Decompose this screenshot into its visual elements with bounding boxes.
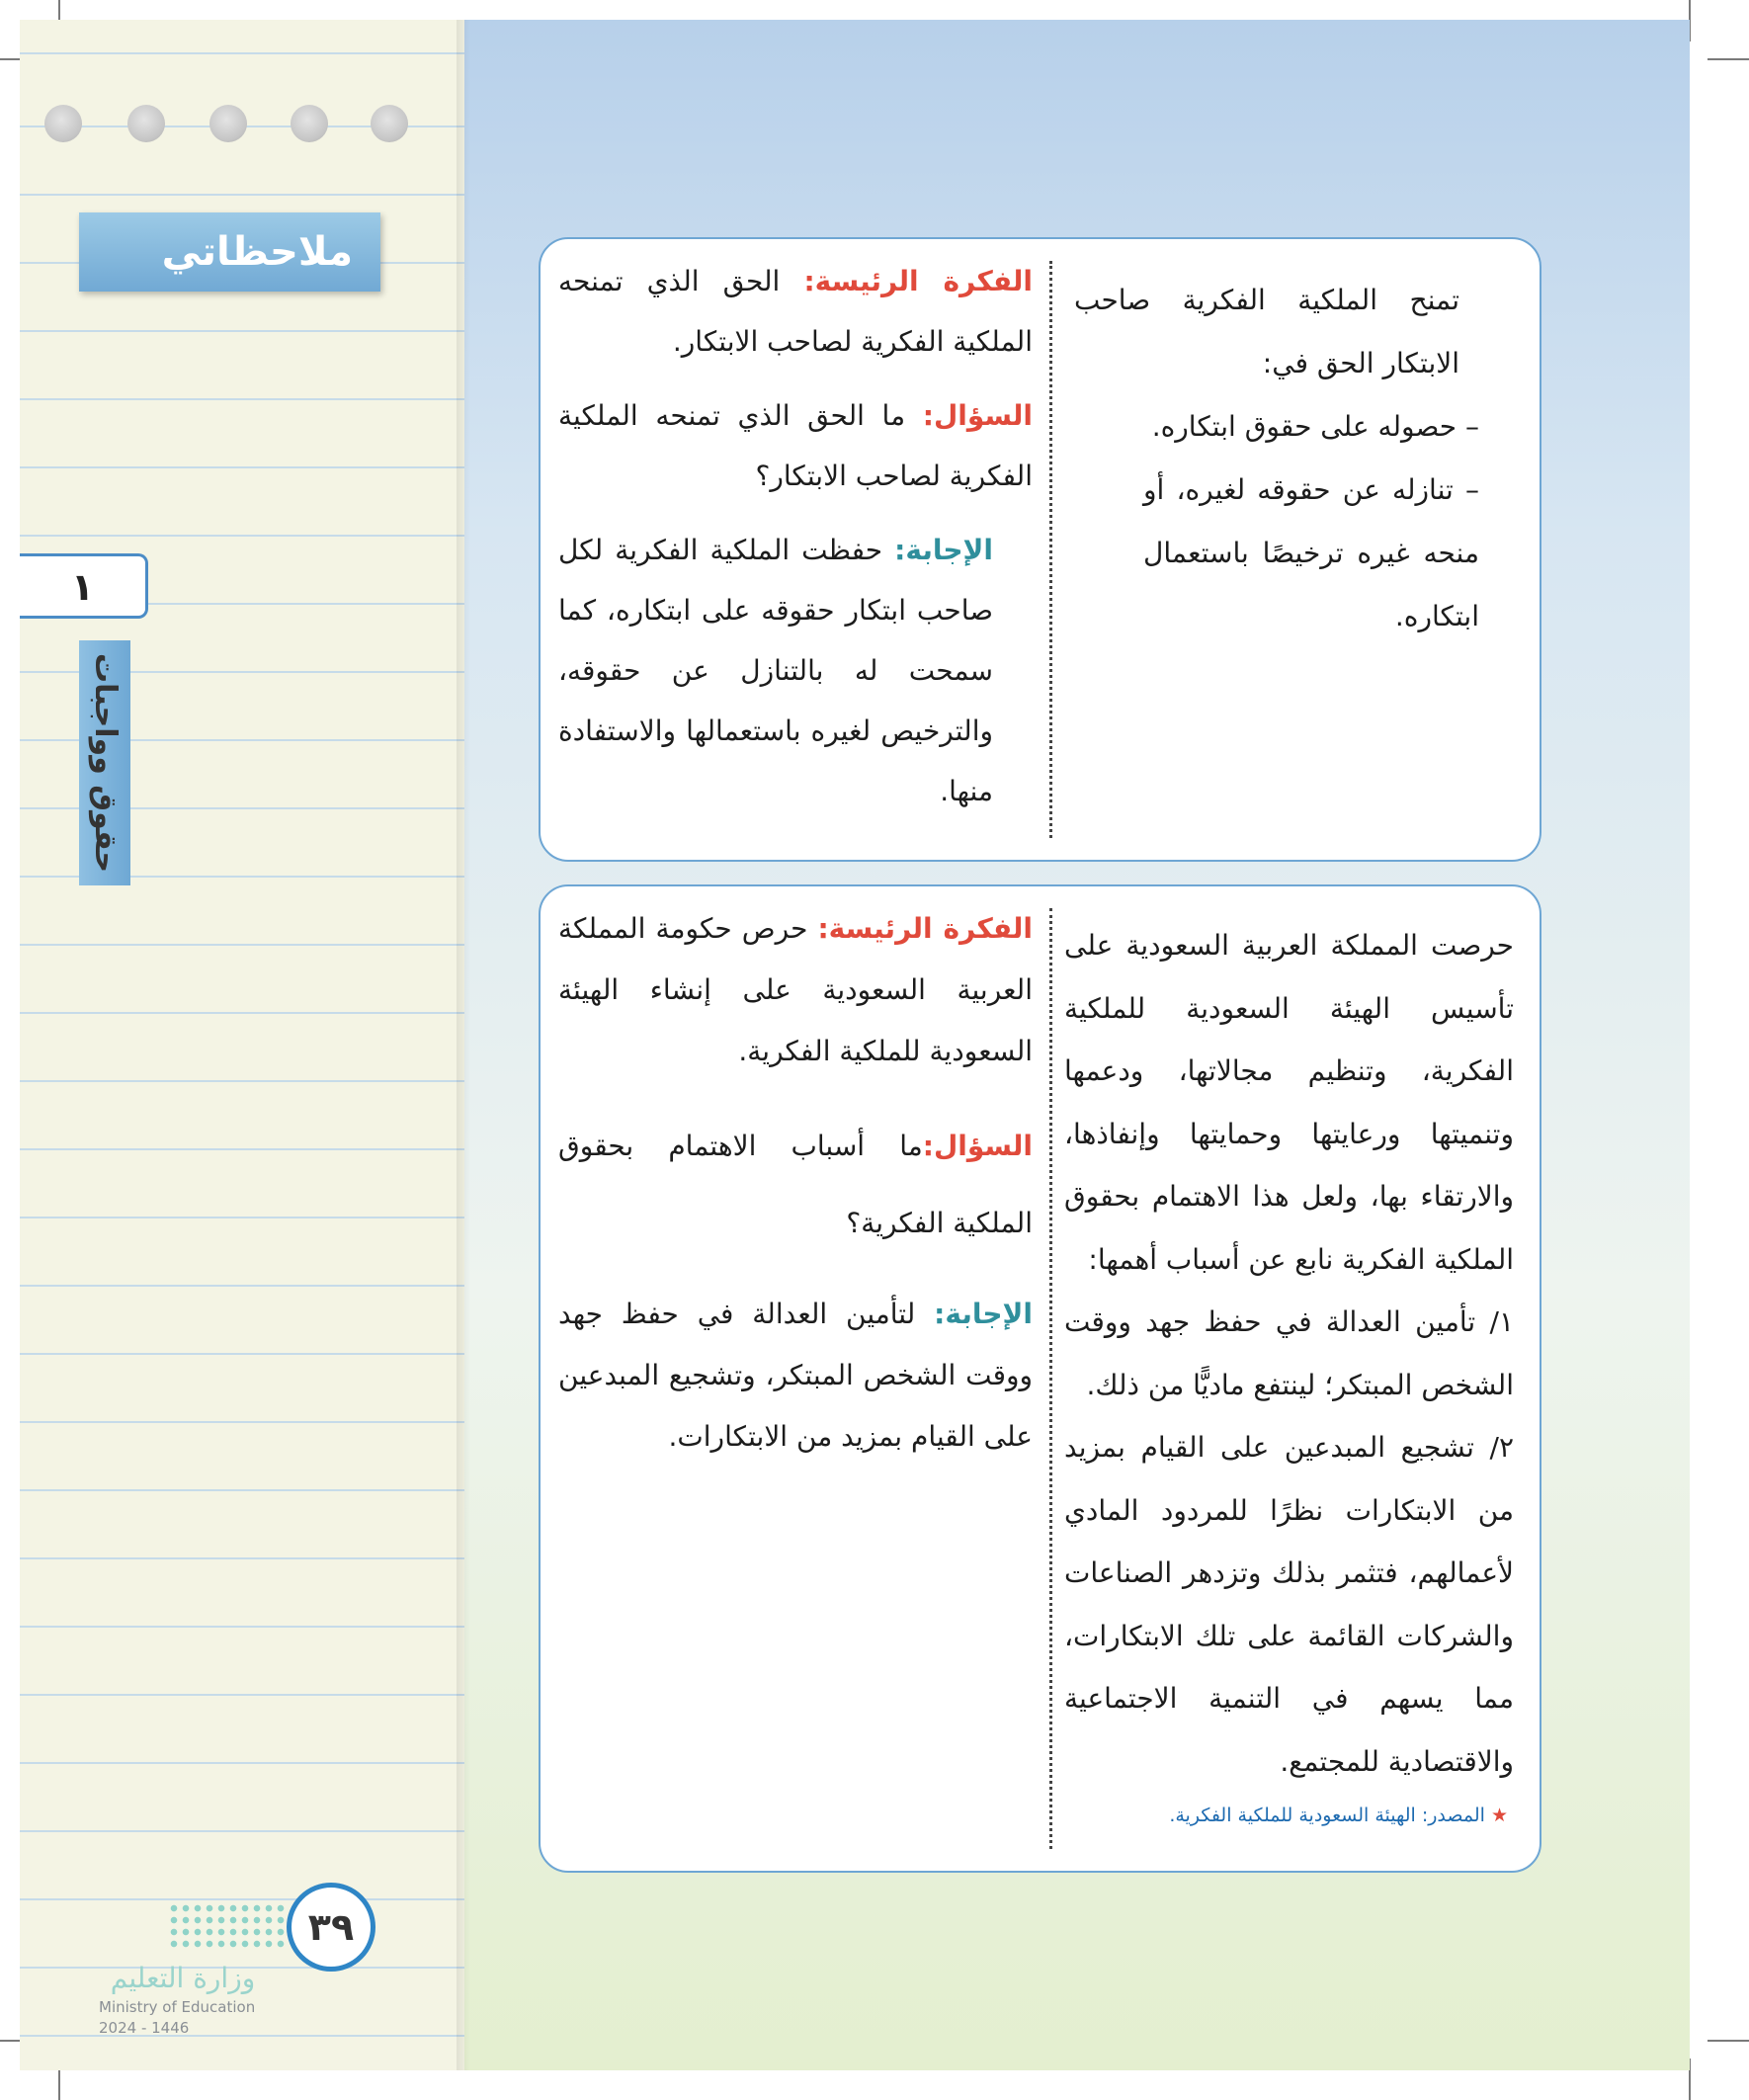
content-card-2 bbox=[539, 884, 1541, 1873]
card2-point2: ٢/ تشجيع المبدعين على القيام بمزيد من الابتكارات نظرًا للمردود المادي لأعمالهم، فتثمر بذلك وتزدهر الصناعات والشركات القائمة على تلك الابتكارات، مما يسهم في التنمية الاجتماعية والاقتصادية للمجتمع. bbox=[1064, 1431, 1514, 1778]
card2-source: المصدر: الهيئة السعودية للملكية الفكرية. bbox=[1169, 1805, 1485, 1826]
ministry-name-english: Ministry of Education bbox=[99, 1998, 256, 2016]
answer-label: الإجابة: bbox=[894, 534, 994, 566]
card1-text-column bbox=[1074, 269, 1519, 648]
dash-bullet: – bbox=[1453, 473, 1479, 506]
card1-item1: حصوله على حقوق ابتكاره. bbox=[1151, 410, 1458, 443]
card1-main-idea: الحق الذي تمنحه الملكية الفكرية لصاحب الابتكار. bbox=[558, 265, 1033, 358]
card2-answer: لتأمين العدالة في حفظ جهد ووقت الشخص المبتكر، وتشجيع المبدعين على القيام بمزيد من الابتكارات. bbox=[558, 1298, 1033, 1453]
notes-title: ملاحظاتي bbox=[79, 212, 380, 292]
card1-question: ما الحق الذي تمنحه الملكية الفكرية لصاحب الابتكار؟ bbox=[558, 399, 1033, 492]
binder-hole bbox=[44, 105, 82, 142]
binder-hole bbox=[291, 105, 328, 142]
column-divider bbox=[1049, 261, 1052, 838]
ministry-name-arabic: وزارة التعليم bbox=[110, 1962, 256, 1994]
main-idea-label: الفكرة الرئيسة: bbox=[803, 265, 1034, 297]
dash-bullet: – bbox=[1457, 410, 1479, 443]
page-number: ٣٩ bbox=[287, 1883, 375, 1972]
card2-question: ما أسباب الاهتمام بحقوق الملكية الفكرية؟ bbox=[558, 1130, 1033, 1239]
card2-text-column bbox=[1064, 914, 1514, 1832]
main-idea-label: الفكرة الرئيسة: bbox=[817, 912, 1033, 945]
content-card-1 bbox=[539, 237, 1541, 862]
card2-intro: حرصت المملكة العربية السعودية على تأسيس الهيئة السعودية للملكية الفكرية، وتنظيم مجالاتها، ودعمها وتنميتها ورعايتها وحمايتها وإنفاذها، والارتقاء بها، ولعل هذا الاهتمام بحقوق الملكية الفكرية نابع عن أسباب أهمها: bbox=[1064, 929, 1514, 1276]
crop-mark bbox=[1707, 2040, 1749, 2042]
unit-title: حقوق وواجبات bbox=[88, 652, 123, 874]
crop-mark bbox=[1707, 58, 1749, 60]
question-label: السؤال: bbox=[922, 1130, 1033, 1162]
card1-questions-column bbox=[558, 251, 1033, 821]
card1-answer: حفظت الملكية الفكرية لكل صاحب ابتكار حقوقه على ابتكاره، كما سمحت له بالتنازل عن حقوقه، والترخيص لغيره باستعمالها والاستفادة منها. bbox=[558, 534, 993, 807]
star-icon: ★ bbox=[1484, 1805, 1508, 1826]
ministry-logo-dots bbox=[168, 1902, 287, 1952]
card2-point1: ١/ تأمين العدالة في حفظ جهد ووقت الشخص المبتكر؛ لينتفع ماديًّا من ذلك. bbox=[1064, 1305, 1514, 1401]
binder-hole bbox=[209, 105, 247, 142]
unit-number: ١ bbox=[20, 553, 148, 619]
card1-intro: تمنح الملكية الفكرية صاحب الابتكار الحق في: bbox=[1074, 284, 1459, 379]
academic-year: 2024 - 1446 bbox=[99, 2019, 190, 2037]
notes-sidebar bbox=[20, 20, 464, 2070]
answer-label: الإجابة: bbox=[934, 1298, 1033, 1330]
question-label: السؤال: bbox=[922, 399, 1033, 432]
binder-hole bbox=[371, 105, 408, 142]
card2-questions-column bbox=[558, 898, 1033, 1468]
card2-main-idea: حرص حكومة المملكة العربية السعودية على إنشاء الهيئة السعودية للملكية الفكرية. bbox=[558, 912, 1033, 1067]
card1-item2: تنازله عن حقوقه لغيره، أو منحه غيره ترخيصًا باستعمال ابتكاره. bbox=[1143, 473, 1479, 632]
notes-shadow bbox=[457, 20, 470, 2070]
binder-hole bbox=[127, 105, 165, 142]
column-divider bbox=[1049, 908, 1052, 1849]
